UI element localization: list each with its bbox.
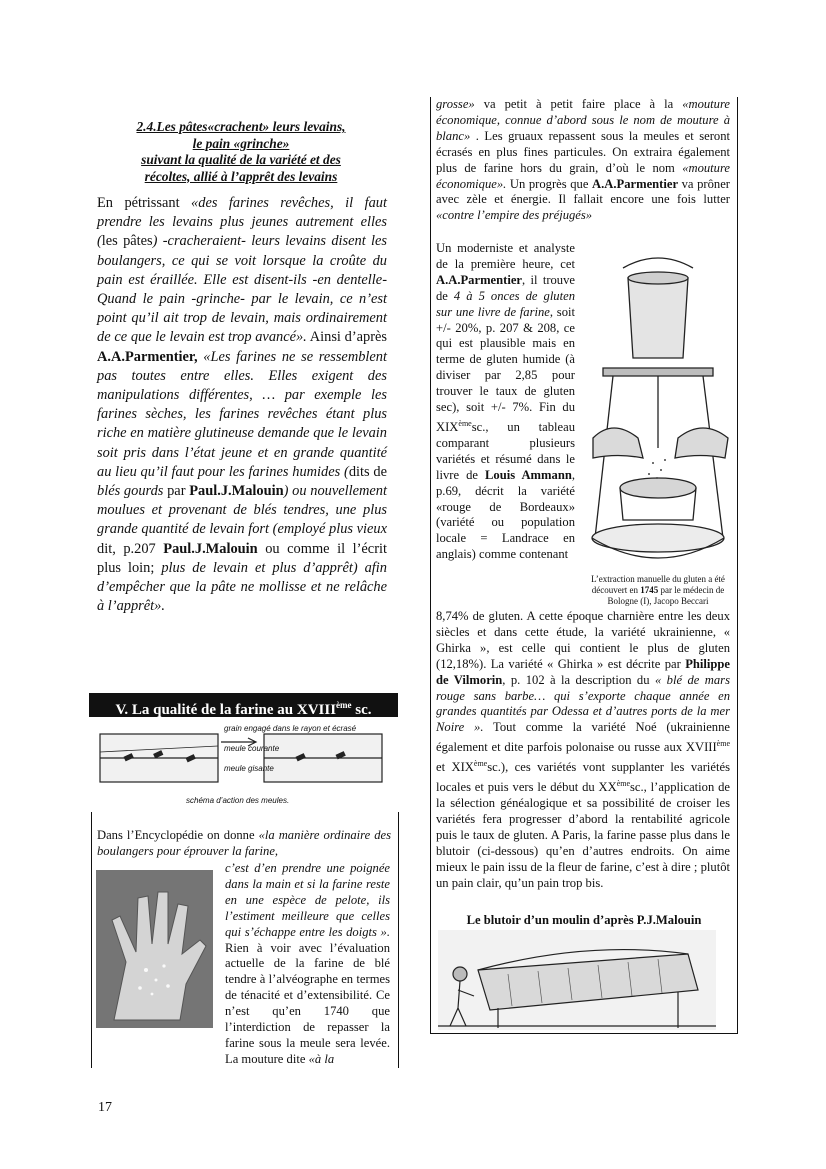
author-name: Louis Ammann: [485, 467, 572, 482]
text-run: sc., un tableau comparant plusieurs variétés et résumé dans le livre de: [436, 419, 575, 482]
text-run: et XIX: [436, 760, 474, 775]
encyclopedie-quote: [225, 861, 390, 1068]
text-run: Ainsi d’après: [306, 329, 387, 346]
text-run: dits de: [348, 463, 387, 480]
quote-run: «mouture économique, connue d’abord sous le nom de mouture à blanc»: [436, 97, 730, 143]
caption-run: par le médecin de Bologne (I), Jacopo Beccari: [607, 585, 725, 606]
author-name: Paul.J.Malouin: [163, 540, 258, 557]
mill-label: grain engagé dans le rayon et écrasé: [224, 724, 357, 733]
text-run: 8,74% de gluten. A cette époque charnière entre les deux siècles et dans cette étude, la variété ukrainienne, « Ghirka », est celle qui contient le plus de gluten (12,18%). La variété « Ghirka » est décrite par: [436, 609, 730, 671]
quote-run: ) -cracheraient- leurs levains disent les boulangers, ce qui se voit lorsque la croûte du pain est éraillée. Elle est disent-ils -en dentelle- Quand le pain -grinche- par le levain, ce n’est point qu’il ait trop de levain, mais ordinairement de ce que le levain est trop avancé».: [97, 233, 388, 346]
author-name: A.A.Parmentier: [592, 176, 679, 191]
gluten-caption: [583, 574, 733, 607]
flour-hand-photo: [96, 870, 213, 1028]
quote-run: «mouture économique».: [436, 160, 730, 191]
right-wide-paragraph: [436, 609, 730, 891]
text-run: , il trouve de: [436, 272, 575, 303]
superscript: ème: [716, 739, 730, 749]
author-name: A.A.Parmentier,: [97, 348, 198, 365]
author-name: Philippe de Vilmorin: [436, 656, 730, 687]
section-banner: [89, 693, 398, 717]
blutoir-title: Le blutoir d’un moulin d’après P.J.Malouin: [466, 913, 702, 927]
text-run: sc.), ces variétés vont supplanter les variétés locales et puis vers le début du XX: [436, 760, 731, 795]
encyclopedie-intro: [97, 828, 391, 860]
left-paragraph: [97, 194, 387, 616]
author-name: A.A.Parmentier: [436, 272, 523, 287]
section-heading: [97, 119, 385, 185]
text-run: par: [163, 483, 190, 500]
text-run: ou comme il l’écrit plus loin;: [97, 540, 387, 576]
author-name: Paul.J.Malouin: [189, 483, 284, 500]
text-run: , p.69, décrit la variété «rouge de Bordeaux» (variété ou population locale = Landrace en anglais) comme contenant: [436, 467, 576, 562]
section-heading-line: le pain «grinche»: [192, 135, 290, 151]
text-run: . Les gruaux repassent sous la meules et seront écrasés en plus fines particules. On extraira également plus de farine hors du grain, d’où le nom: [436, 128, 730, 175]
text-run: Un progrès que: [506, 176, 593, 191]
gluten-extraction-engraving: [583, 248, 733, 574]
quote-run: grosse»: [436, 97, 475, 111]
text-run: , p. 102 à la description du: [502, 672, 655, 687]
bucket-icon: [583, 248, 733, 574]
quote-run: blés gourds: [97, 483, 164, 500]
banner-text: V. La qualité de la farine au XVIII: [115, 702, 337, 718]
quote-run: «Les farines ne se ressemblent pas toutes entre elles. Elles exigent des manipulations différentes, … par exemple les farines sèches, les farines revêches étant plus riche en matière glutineuse demande que le levain soit pris dans l’état jeune et en grande quantité au lieu qu’il faut pour les farines humides (: [97, 348, 387, 480]
hand-icon: [96, 870, 213, 1028]
quote-run: «à la: [308, 1051, 335, 1066]
section-heading-line: 2.4.Les pâtes«crachent» leurs levains,: [136, 119, 346, 134]
page-number: 17: [98, 1100, 112, 1115]
quote-run: «contre l’empire des préjugés»: [436, 208, 593, 223]
text-run: les pâtes: [101, 233, 153, 250]
text-run: Un moderniste et analyste de la première heure, cet: [436, 241, 575, 271]
text-run: En pétrissant: [97, 195, 192, 211]
text-run: sc., l’application de la sélection généalogique et sa possibilité de croiser les variétés fera progresser d’abord la rentabilité agricole puis le taux de gluten. A Paris, la farine passe plus dans le blutoir (ci-dessous) qu’en d’autres endroits. On aime mieux le pain issu de la fleur de farine, c’est à dire ; plutôt un pain clair, qu’un pain trop bis.: [436, 780, 730, 890]
quote-run: ) ou nouvellement moulues et provenant de blés tendres, une plus grande quantité de levain fort (employé plus vieux: [97, 483, 387, 538]
quote-run: plus de levain et plus d’apprêt) afin d’empêcher que la pâte ne mollisse et ne relâche à l’apprêt».: [97, 559, 387, 615]
sieve-machine-icon: [438, 930, 716, 1030]
caption-year: 1745: [640, 585, 659, 595]
quote-run: 4 à 5 onces de gluten sur une livre de farine: [436, 288, 575, 319]
text-run: Rien à voir avec l’évaluation actuelle de la farine de blé tendre à l’alvéographe en termes de ténacité et d’extensibilité. Ce n’est qu’en 1740 que l’interdiction de repasser la farine sous la meule sera levée. La mouture dite: [225, 940, 390, 1066]
blutoir-engraving: [438, 930, 716, 1030]
quote-run: c’est d’en prendre une poignée dans la main et si la farine reste en une espèce de pelote, ils l’estiment meilleure que celles qui s’échappe entre les doigts ».: [225, 861, 390, 939]
mill-label: meule gisante: [224, 764, 274, 773]
text-run: Dans l’Encyclopédie on donne: [97, 828, 259, 842]
banner-end: sc.: [351, 702, 372, 718]
banner-sup: ème: [336, 700, 352, 710]
mill-schematic: [96, 722, 384, 812]
mill-caption: schéma d’action des meules.: [186, 796, 290, 805]
text-run: va petit à petit faire place à la: [474, 97, 683, 111]
mill-label: meule courante: [224, 744, 280, 753]
text-run: Tout comme la variété Noé (ukrainienne également et dite parfois polonaise ou russe aux XVIII: [436, 720, 730, 755]
caption-run: L’extraction manuelle du gluten a été découvert en: [591, 574, 725, 595]
text-run: va prôner avec zèle et énergie. Il fallait encore une fois lutter: [436, 176, 730, 207]
quote-run: « blé de mars rouge sans barbe… qui s’exporte chaque année en grandes quantités par Odessa et d’autres ports de la mer Noire ».: [436, 672, 730, 735]
text-run: dit, p.207: [97, 540, 164, 557]
superscript: ème: [473, 759, 488, 769]
quote-run: «la manière ordinaire des boulangers pour éprouver la farine,: [97, 828, 391, 858]
text-run: , soit +/- 20%, p. 207 & 208, ce qui est plausible mais en terme de gluten humide (à diviser par 2,85 pour trouver le taux de gluten sec), soit +/- 7%. Fin du XIX: [436, 304, 575, 434]
superscript: ème: [458, 418, 472, 428]
superscript: ème: [616, 779, 631, 789]
section-heading-line: récoltes, allié à l’apprêt des levains: [144, 168, 338, 184]
quote-run: «des farines revêches, il faut prendre les levains plus jeunes autrement elles (: [97, 195, 387, 250]
section-heading-line: suivant la qualité de la variété et des: [141, 152, 341, 167]
right-top-paragraph: [436, 97, 730, 224]
right-narrow-paragraph: [436, 241, 575, 563]
